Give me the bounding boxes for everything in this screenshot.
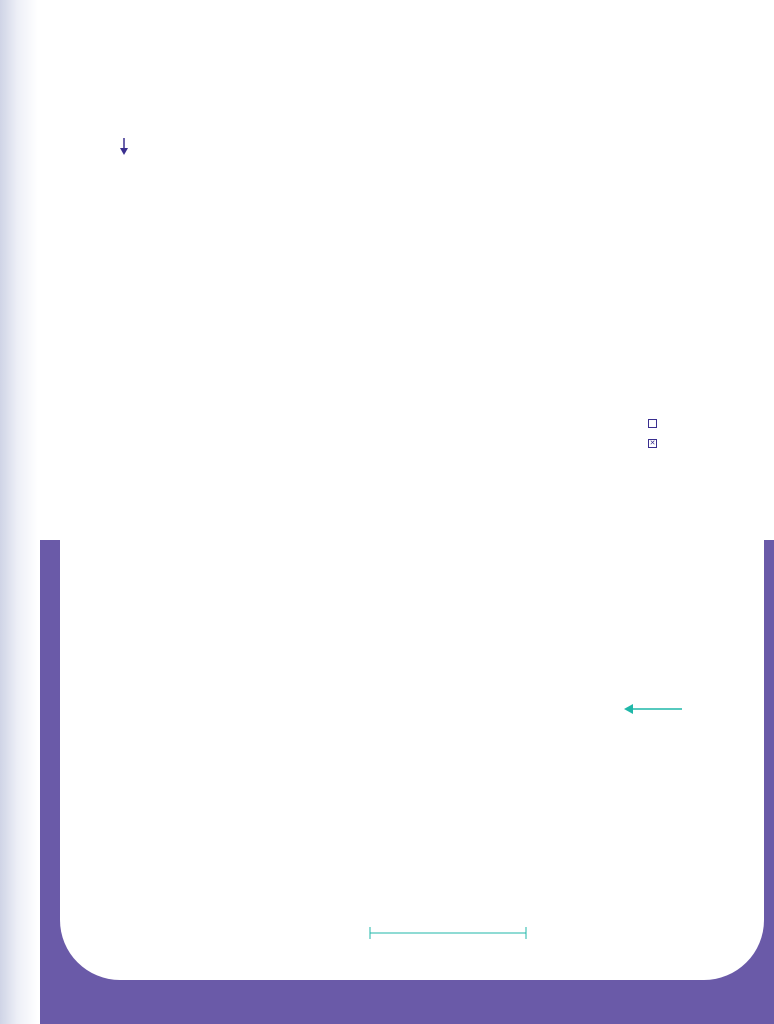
legend-full-square (648, 438, 758, 448)
teal-checker-decoration-right (712, 8, 774, 60)
crochet-band-grid (100, 688, 630, 928)
bordure-arrow-icon (624, 703, 684, 715)
full-square-icon: ✕ (649, 439, 656, 447)
teal-checker-decoration-left (40, 6, 120, 98)
legend-empty-square (648, 418, 758, 428)
section-divider (135, 543, 695, 547)
milieu-arrow-icon (118, 138, 132, 156)
purple-checker-decoration-bottom (712, 955, 774, 1024)
empty-square-icon (648, 419, 657, 428)
repeat-bracket-icon (368, 926, 528, 940)
book-spine (0, 0, 40, 1024)
filet-crochet-chart (86, 158, 634, 530)
